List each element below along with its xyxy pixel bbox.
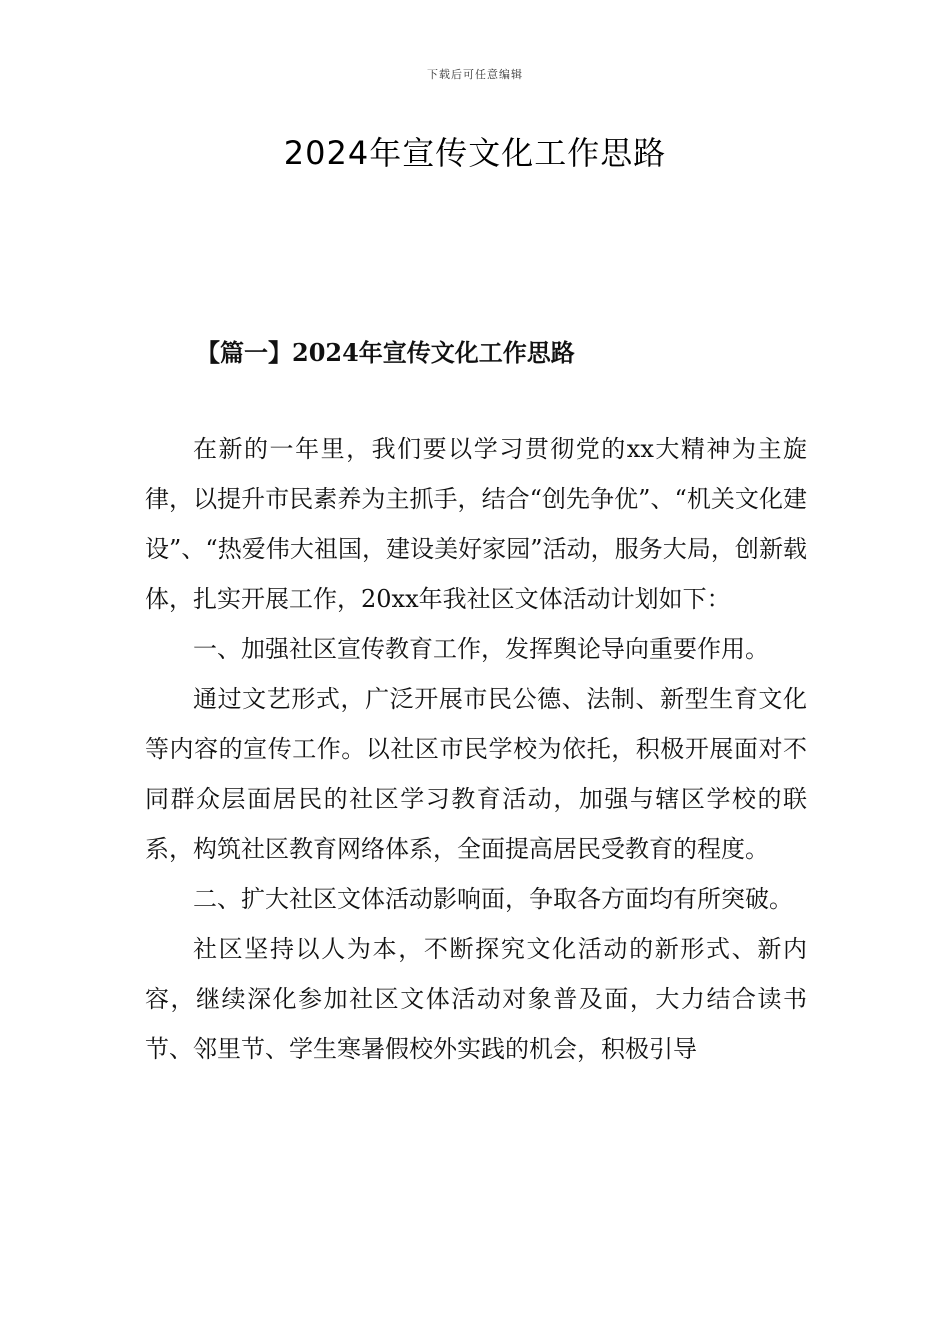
paragraph: 在新的一年里，我们要以学习贯彻党的xx大精神为主旋律，以提升市民素养为主抓手，结合“创先争优”、“机关文化建设”、“热爱伟大祖国，建设美好家园”活动，服务大局，创新载体，扎实开展工作，20xx年我社区文体活动计划如下： (145, 435, 807, 613)
paragraph: 社区坚持以人为本，不断探究文化活动的新形式、新内容，继续深化参加社区文体活动对象普及面，大力结合读书节、邻里节、学生寒暑假校外实践的机会，积极引导 (145, 935, 807, 1063)
paragraph: 一、加强社区宣传教育工作，发挥舆论导向重要作用。 (193, 635, 769, 663)
paragraph: 二、扩大社区文体活动影响面，争取各方面均有所突破。 (193, 885, 793, 913)
body-text (145, 424, 807, 1074)
section-heading: 【篇一】2024年宣传文化工作思路 (196, 338, 575, 367)
document-title: 2024年宣传文化工作思路 (283, 134, 667, 172)
paragraph: 通过文艺形式，广泛开展市民公德、法制、新型生育文化等内容的宣传工作。以社区市民学校为依托，积极开展面对不同群众层面居民的社区学习教育活动，加强与辖区学校的联系，构筑社区教育网络体系，全面提高居民受教育的程度。 (145, 685, 807, 863)
header-note: 下载后可任意编辑 (427, 68, 523, 81)
